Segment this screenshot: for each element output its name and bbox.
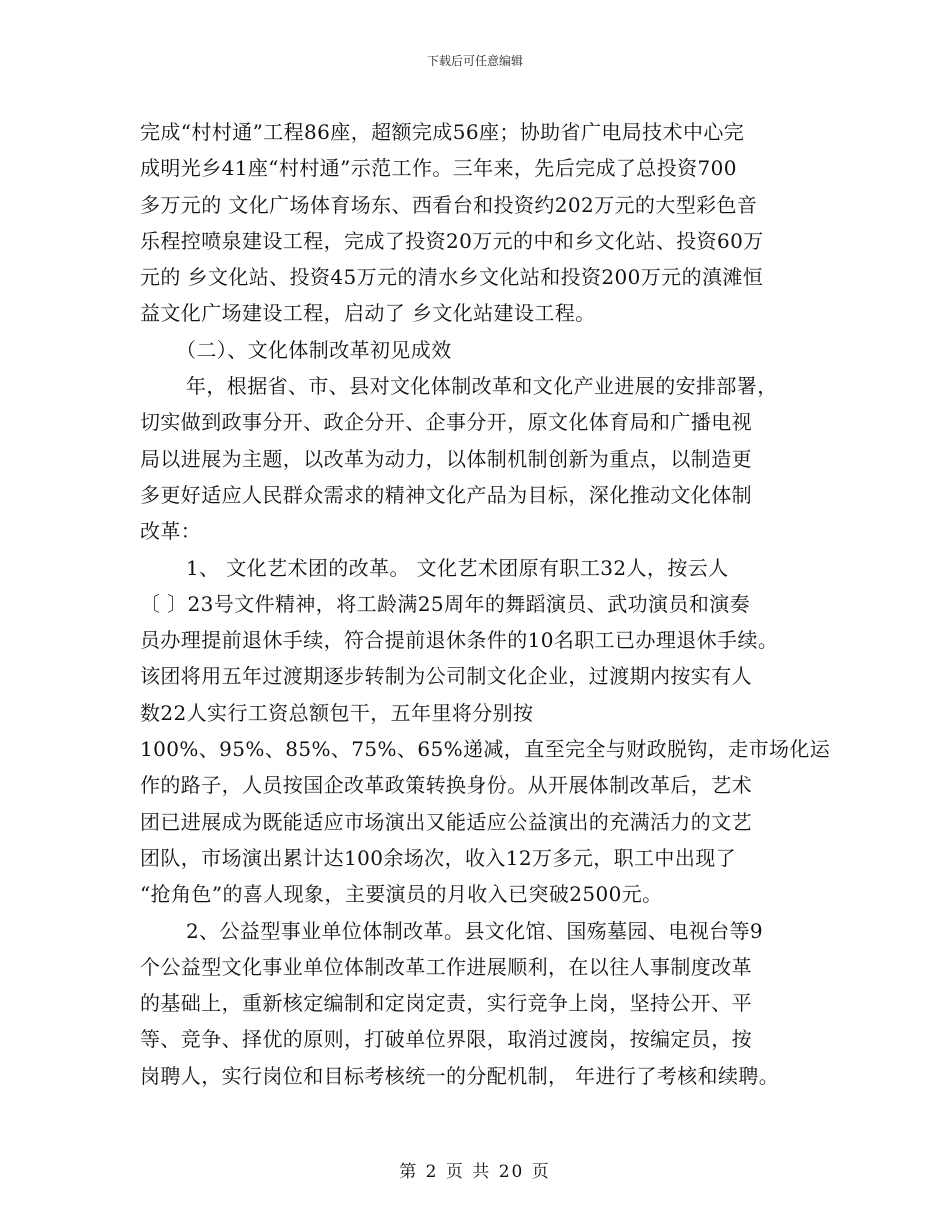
text-line: 切实做到政事分开、政企分开、企事分开，原文化体育局和广播电视 bbox=[140, 410, 752, 435]
text-line: 改革： bbox=[140, 519, 202, 544]
text-line: “抢角色”的喜人现象，主要演员的月收入已突破2500元。 bbox=[140, 882, 663, 907]
document-body bbox=[140, 114, 830, 1094]
text-line: 多更好适应人民群众需求的精神文化产品为目标，深化推动文化体制 bbox=[140, 482, 752, 507]
text-line: 该团将用五年过渡期逐步转制为公司制文化企业，过渡期内按实有人 bbox=[140, 664, 752, 689]
text-line: 作的路子，人员按国企改革政策转换身份。从开展体制改革后，艺术 bbox=[140, 773, 752, 798]
text-line: 等、竞争、择优的原则，打破单位界限，取消过渡岗，按编定员，按 bbox=[140, 1027, 752, 1052]
text-line: 局以进展为主题，以改革为动力，以体制机制创新为重点，以制造更 bbox=[140, 446, 752, 471]
section-heading: （二）、文化体制改革初见成效 bbox=[176, 337, 452, 362]
text-line: 数22人实行工资总额包干，五年里将分别按 bbox=[140, 700, 534, 725]
text-line: 益文化广场建设工程，启动了 乡文化站建设工程。 bbox=[140, 301, 596, 326]
text-line: 乐程控喷泉建设工程，完成了投资20万元的中和乡文化站、投资60万 bbox=[140, 228, 764, 253]
text-line: 岗聘人，实行岗位和目标考核统一的分配机制， 年进行了考核和续聘。 bbox=[140, 1063, 780, 1088]
text-line: 的基础上，重新核定编制和定岗定责，实行竞争上岗，坚持公开、平 bbox=[140, 991, 752, 1016]
page-header: 下载后可任意编辑 bbox=[426, 54, 523, 68]
text-line: 2、公益型事业单位体制改革。县文化馆、国殇墓园、电视台等9 bbox=[186, 918, 764, 943]
text-line: 元的 乡文化站、投资45万元的清水乡文化站和投资200万元的滇滩恒 bbox=[140, 265, 764, 290]
text-line: 〔 〕23号文件精神，将工龄满25周年的舞蹈演员、武功演员和演奏 bbox=[140, 591, 751, 616]
text-line: 团已进展成为既能适应市场演出又能适应公益演出的充满活力的文艺 bbox=[140, 809, 752, 834]
text-line: 个公益型文化事业单位体制改革工作进展顺利，在以往人事制度改革 bbox=[140, 954, 752, 979]
text-line: 多万元的 文化广场体育场东、西看台和投资约202万元的大型彩色音 bbox=[140, 192, 758, 217]
text-line: 年，根据省、市、县对文化体制改革和文化产业进展的安排部署， bbox=[186, 374, 778, 399]
text-line: 成明光乡41座“村村通”示范工作。三年来，先后完成了总投资700 bbox=[140, 156, 737, 181]
text-line: 团队，市场演出累计达100余场次，收入12万多元，职工中出现了 bbox=[140, 845, 737, 870]
page-number: 第 2 页 共 20 页 bbox=[399, 1162, 551, 1182]
text-line: 100%、95%、85%、75%、65%递减，直至完全与财政脱钩，走市场化运 bbox=[140, 737, 831, 762]
text-line: 完成“村村通”工程86座，超额完成56座；协助省广电局技术中心完 bbox=[140, 120, 745, 144]
text-line: 1、 文化艺术团的改革。 文化艺术团原有职工32人，按云人 bbox=[186, 555, 729, 580]
text-line: 员办理提前退休手续，符合提前退休条件的10名职工已办理退休手续。 bbox=[140, 628, 779, 653]
